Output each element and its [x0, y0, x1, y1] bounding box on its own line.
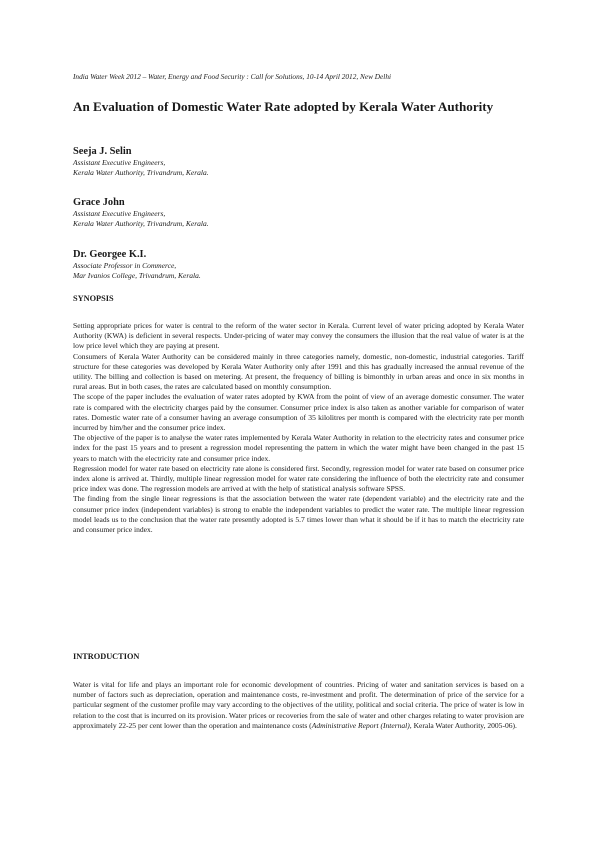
introduction-text-end: , Kerala Water Authority, 2005-06).	[409, 720, 517, 730]
paper-title: An Evaluation of Domestic Water Rate adopted by Kerala Water Authority	[73, 99, 494, 114]
running-head: India Water Week 2012 – Water, Energy and Food Security : Call for Solutions, 10-14 April 2012, New Delhi	[73, 72, 391, 81]
author-affiliation: Assistant Executive Engineers,	[73, 158, 166, 167]
author-affiliation: Associate Professor in Commerce,	[73, 261, 177, 270]
author-block	[73, 196, 524, 230]
synopsis-paragraph: Consumers of Kerala Water Authority can be considered mainly in three categories namely, domestic, non-domestic, industrial categories. Tariff structure for these categories was developed by Kerala Water Authority only after 1991 and this has gradually increased the annual revenue of the utility. The billing and collection is based on metering. At present, the frequency of billing is bimonthly in urban areas and once in six months in rural areas. But in both cases, the rates are calculated based on monthly consumption.	[73, 351, 524, 392]
introduction-paragraph	[73, 680, 524, 731]
introduction-body	[73, 680, 524, 731]
synopsis-paragraph: The scope of the paper includes the evaluation of water rates adopted by KWA from the point of view of an average domestic consumer. The water rate is compared with the electricity charges paid by the consumer. Consumer price index is also taken as another variable for comparison of water rates. Domestic water rate of a consumer having an average consumption of 35 kilolitres per month is compared with the electricity rate per month incurred by him/her and the consumer price index.	[73, 392, 524, 433]
author-block	[73, 145, 524, 179]
author-name: Dr. Georgee K.I.	[73, 249, 147, 260]
author-name: Grace John	[73, 197, 125, 208]
citation-title: Administrative Report (Internal)	[311, 720, 410, 730]
author-affiliation: Kerala Water Authority, Trivandrum, Kerala.	[73, 219, 209, 229]
synopsis-body	[73, 321, 524, 535]
author-affiliation: Assistant Executive Engineers,	[73, 209, 166, 218]
author-affiliation: Mar Ivanios College, Trivandrum, Kerala.	[73, 271, 201, 281]
author-name: Seeja J. Selin	[73, 146, 132, 157]
author-block	[73, 248, 524, 282]
synopsis-paragraph: Setting appropriate prices for water is central to the reform of the water sector in Kerala. Current level of water pricing adopted by Kerala Water Authority (KWA) is deficient in several respects. Under-pricing of water may convey the consumers the illusion that the real value of water is at the low price level which they are paying at present.	[73, 321, 524, 351]
introduction-text: Water is vital for life and plays an important role for economic development of countries. Pricing of water and sanitation services is based on a number of factors such as depreciation, operation and maintenance costs, re-investment and profit. The determination of price of the service for a particular segment of the customer profile may vary according to the objectives of the utility, political and social criteria. The price of water is low in relation to the cost that is incurred on its provision. Water prices or recoveries from the sale of water and other charges relating to water provision are approximately 22-25 per cent lower than the operation and maintenance costs (	[73, 680, 524, 730]
synopsis-paragraph: The finding from the single linear regressions is that the association between the water rate (dependent variable) and the electricity rate and the consumer price index (independent variables) is strong to enable the independent variables to predict the water rate. The multiple linear regression model leads us to the conclusion that the water rate presently adopted is 5.7 times lower than what it should be if it has to match the electricity rate and consumer price index.	[73, 494, 524, 535]
synopsis-heading: SYNOPSIS	[73, 294, 114, 303]
synopsis-paragraph: Regression model for water rate based on electricity rate alone is considered first. Secondly, regression model for water rate based on consumer price index alone is arrived at. Thirdly, multiple linear regression model for water rate considering the influence of both the electricity rate and consumer price index was done. The regression models are arrived at with the help of statistical analysis software SPSS.	[73, 463, 524, 494]
author-affiliation: Kerala Water Authority, Trivandrum, Kerala.	[73, 168, 209, 178]
synopsis-paragraph: The objective of the paper is to analyse the water rates implemented by Kerala Water Authority in relation to the electricity rates and consumer price index for the past 15 years and to present a regression model representing the pattern in which the water might have been changed in the past 15 years to match with the electricity rate and consumer price index.	[73, 433, 524, 463]
introduction-heading: INTRODUCTION	[73, 652, 140, 661]
